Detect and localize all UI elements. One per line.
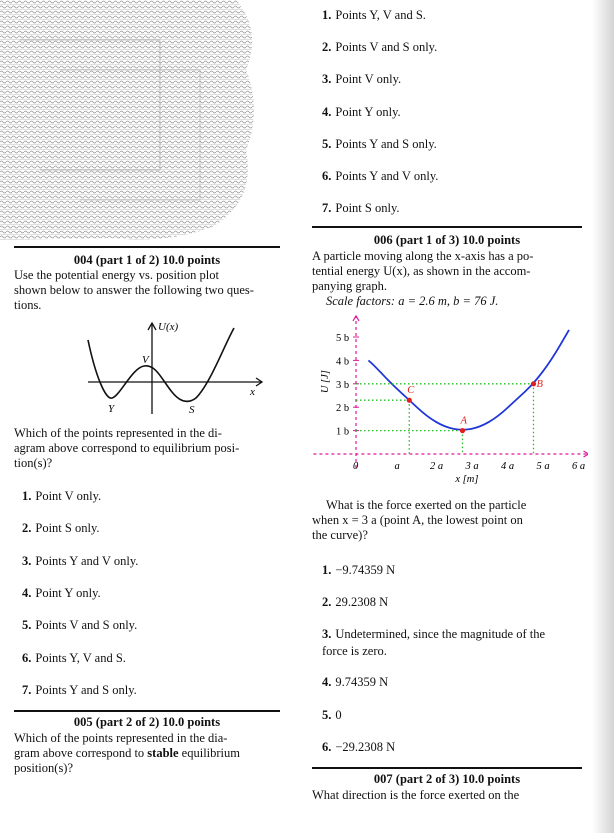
point-label-C: C (407, 385, 415, 397)
y-label: U(x) (158, 321, 179, 333)
q005-question: Which of the points represented in the dia- gram above correspond to stable equilibrium position(s)? (14, 731, 240, 775)
point-s: S (189, 404, 195, 416)
q006-question: What is the force exerted on the particle when x = 3 a (point A, the lowest point on the curve)? (312, 498, 527, 542)
page-edge-shadow (592, 0, 614, 833)
q006-header: 006 (part 1 of 3) 10.0 points (373, 233, 521, 247)
divider-007 (312, 767, 582, 769)
q004-option-7[interactable]: 7. Points Y and S only. (22, 683, 137, 697)
prev-question-option-1[interactable]: 1. Points Y, V and S. (322, 8, 426, 22)
x-tick-label: 0 (353, 461, 359, 472)
x-tick-label: 4 a (501, 461, 515, 472)
chart-y-label: U [J] (320, 370, 331, 394)
q006-option-4[interactable]: 4. 9.74359 N (322, 675, 389, 689)
divider-004 (14, 246, 280, 248)
q006-option-6[interactable]: 6. −29.2308 N (322, 740, 396, 754)
q006-potential-chart (306, 300, 588, 496)
x-tick-label: 3 a (465, 461, 479, 472)
chart-x-label: x [m] (455, 474, 479, 485)
scribble-overlay (0, 0, 262, 244)
q004-option-6[interactable]: 6. Points Y, V and S. (22, 651, 126, 665)
q006-option-1[interactable]: 1. −9.74359 N (322, 563, 396, 577)
chart-y-arrow (353, 316, 359, 321)
q004-option-3[interactable]: 3. Points Y and V only. (22, 554, 139, 568)
point-B (531, 381, 536, 386)
q006-intro: A particle moving along the x-axis has a po- tential energy U(x), as shown in the accom- panying graph. Scale factors: a = 2.6 m, b = 76 J. (312, 249, 592, 309)
q004-question: Which of the points represented in the di- agram above correspond to equilibrium posi- tion(s)? (14, 426, 240, 470)
q004-option-4[interactable]: 4. Point Y only. (22, 586, 101, 600)
y-tick-label: 4 b (336, 356, 350, 368)
point-label-A: A (460, 415, 467, 427)
q007-question: What direction is the force exerted on the (312, 788, 520, 802)
q004-potential-graph (84, 318, 264, 418)
potential-curve (88, 328, 234, 401)
prev-question-option-3[interactable]: 3. Point V only. (322, 72, 402, 86)
point-v: V (142, 354, 149, 366)
q006-option-5[interactable]: 5. 0 (322, 708, 342, 722)
prev-question-option-6[interactable]: 6. Points Y and V only. (322, 169, 439, 183)
stable-word: stable (147, 746, 179, 760)
divider-005 (14, 710, 280, 712)
prev-question-option-7[interactable]: 7. Point S only. (322, 201, 400, 215)
y-tick-label: 2 b (336, 403, 350, 415)
point-label-B: B (536, 378, 543, 390)
y-tick-label: 3 b (336, 379, 350, 391)
prev-question-option-2[interactable]: 2. Points V and S only. (322, 40, 438, 54)
point-C (407, 398, 412, 403)
point-A (460, 428, 465, 433)
q007-header: 007 (part 2 of 3) 10.0 points (373, 772, 521, 786)
x-tick-label: 2 a (430, 461, 444, 472)
q004-option-5[interactable]: 5. Points V and S only. (22, 618, 138, 632)
q004-option-2[interactable]: 2. Point S only. (22, 521, 100, 535)
point-y: Y (108, 403, 115, 415)
prev-question-option-4[interactable]: 4. Point Y only. (322, 105, 401, 119)
prev-question-option-5[interactable]: 5. Points Y and S only. (322, 137, 437, 151)
q004-header: 004 (part 1 of 2) 10.0 points (73, 253, 221, 267)
q005-header: 005 (part 2 of 2) 10.0 points (73, 715, 221, 729)
y-tick-label: 1 b (336, 426, 350, 438)
q006-option-2[interactable]: 2. 29.2308 N (322, 595, 389, 609)
x-label: x (250, 386, 255, 398)
y-tick-label: 5 b (336, 333, 350, 344)
x-tick-label: a (394, 461, 400, 472)
q004-option-1[interactable]: 1. Point V only. (22, 489, 102, 503)
scale-factors: Scale factors: a = 2.6 m, b = 76 J. (326, 294, 499, 308)
divider-006 (312, 226, 582, 228)
option-continuation: force is zero. (322, 644, 387, 658)
x-tick-label: 6 a (572, 461, 586, 472)
x-tick-label: 5 a (536, 461, 550, 472)
q004-intro: Use the potential energy vs. position plot shown below to answer the following two ques- tions. (14, 268, 254, 312)
q006-option-3[interactable]: 3. Undetermined, since the magnitude of the force is zero. (322, 627, 546, 658)
